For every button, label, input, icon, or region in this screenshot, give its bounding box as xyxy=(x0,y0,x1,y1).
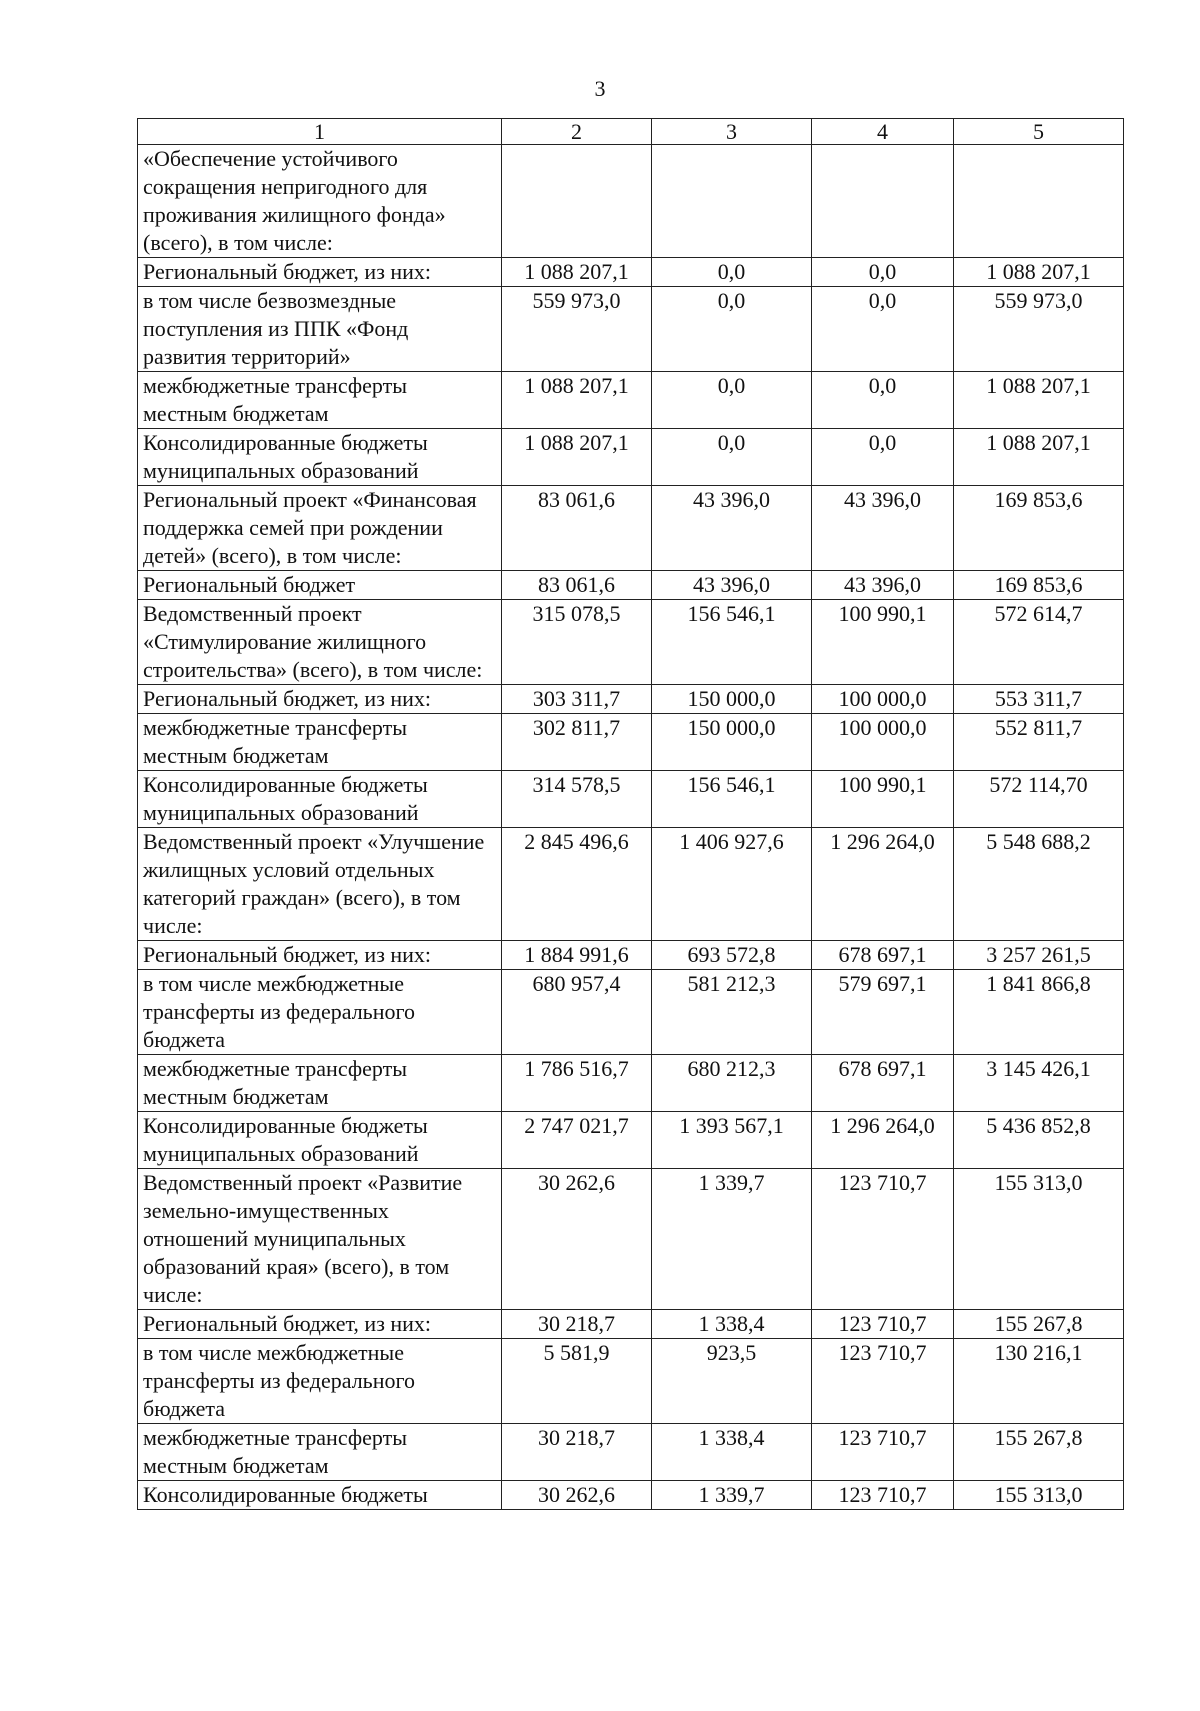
table-row xyxy=(138,372,1124,429)
value-cell-col-2: 83 061,6 xyxy=(502,571,652,600)
value-cell-col-5: 155 267,8 xyxy=(954,1310,1124,1339)
table-row xyxy=(138,685,1124,714)
table-row xyxy=(138,828,1124,941)
table-row xyxy=(138,1339,1124,1424)
value-cell-col-3: 1 393 567,1 xyxy=(652,1112,812,1169)
row-label-cell: в том числе межбюджетные трансферты из федерального бюджета xyxy=(138,1339,502,1424)
value-cell-col-4: 43 396,0 xyxy=(812,571,954,600)
row-label-cell: «Обеспечение устойчивого сокращения непригодного для проживания жилищного фонда» (всего), в том числе: xyxy=(138,145,502,258)
value-cell-col-4: 0,0 xyxy=(812,287,954,372)
value-cell-col-4: 1 296 264,0 xyxy=(812,828,954,941)
value-cell-col-4: 123 710,7 xyxy=(812,1169,954,1310)
table-row xyxy=(138,1169,1124,1310)
row-label-cell: межбюджетные трансферты местным бюджетам xyxy=(138,714,502,771)
table-row xyxy=(138,771,1124,828)
header-row xyxy=(138,119,1124,145)
table-row xyxy=(138,258,1124,287)
value-cell-col-5: 1 841 866,8 xyxy=(954,970,1124,1055)
value-cell-col-5: 1 088 207,1 xyxy=(954,372,1124,429)
column-header-2: 2 xyxy=(502,119,652,145)
column-header-1: 1 xyxy=(138,119,502,145)
value-cell-col-2: 302 811,7 xyxy=(502,714,652,771)
row-label-cell: межбюджетные трансферты местным бюджетам xyxy=(138,372,502,429)
row-label-cell: Региональный бюджет, из них: xyxy=(138,258,502,287)
value-cell-col-2: 5 581,9 xyxy=(502,1339,652,1424)
value-cell-col-5: 572 114,70 xyxy=(954,771,1124,828)
value-cell-col-4: 678 697,1 xyxy=(812,941,954,970)
table-row xyxy=(138,714,1124,771)
value-cell-col-2: 1 884 991,6 xyxy=(502,941,652,970)
row-label-cell: Консолидированные бюджеты муниципальных образований xyxy=(138,1112,502,1169)
table-row xyxy=(138,1310,1124,1339)
value-cell-col-3: 150 000,0 xyxy=(652,714,812,771)
value-cell-col-2: 1 786 516,7 xyxy=(502,1055,652,1112)
value-cell-col-4: 0,0 xyxy=(812,429,954,486)
value-cell-col-2: 30 218,7 xyxy=(502,1310,652,1339)
value-cell-col-3: 1 339,7 xyxy=(652,1169,812,1310)
value-cell-col-3: 1 339,7 xyxy=(652,1481,812,1510)
row-label-cell: Консолидированные бюджеты xyxy=(138,1481,502,1510)
value-cell-col-4: 1 296 264,0 xyxy=(812,1112,954,1169)
table-row xyxy=(138,1424,1124,1481)
table-row xyxy=(138,1055,1124,1112)
value-cell-col-3: 923,5 xyxy=(652,1339,812,1424)
value-cell-col-5: 169 853,6 xyxy=(954,571,1124,600)
value-cell-col-5: 1 088 207,1 xyxy=(954,258,1124,287)
value-cell-col-3: 156 546,1 xyxy=(652,600,812,685)
value-cell-col-3: 693 572,8 xyxy=(652,941,812,970)
row-label-cell: в том числе межбюджетные трансферты из федерального бюджета xyxy=(138,970,502,1055)
table-header xyxy=(138,119,1124,145)
value-cell-col-4 xyxy=(812,145,954,258)
value-cell-col-4: 579 697,1 xyxy=(812,970,954,1055)
value-cell-col-2: 1 088 207,1 xyxy=(502,429,652,486)
value-cell-col-2: 2 747 021,7 xyxy=(502,1112,652,1169)
value-cell-col-5: 3 257 261,5 xyxy=(954,941,1124,970)
column-header-5: 5 xyxy=(954,119,1124,145)
value-cell-col-4: 100 990,1 xyxy=(812,771,954,828)
value-cell-col-3: 0,0 xyxy=(652,258,812,287)
value-cell-col-3: 0,0 xyxy=(652,429,812,486)
row-label-cell: межбюджетные трансферты местным бюджетам xyxy=(138,1055,502,1112)
row-label-cell: Консолидированные бюджеты муниципальных образований xyxy=(138,771,502,828)
table-row xyxy=(138,287,1124,372)
value-cell-col-5: 572 614,7 xyxy=(954,600,1124,685)
value-cell-col-5: 130 216,1 xyxy=(954,1339,1124,1424)
row-label-cell: в том числе безвозмездные поступления из ППК «Фонд развития территорий» xyxy=(138,287,502,372)
row-label-cell: Региональный бюджет, из них: xyxy=(138,941,502,970)
value-cell-col-5: 559 973,0 xyxy=(954,287,1124,372)
value-cell-col-4: 123 710,7 xyxy=(812,1481,954,1510)
value-cell-col-3: 1 406 927,6 xyxy=(652,828,812,941)
value-cell-col-3: 581 212,3 xyxy=(652,970,812,1055)
value-cell-col-5: 3 145 426,1 xyxy=(954,1055,1124,1112)
row-label-cell: Консолидированные бюджеты муниципальных образований xyxy=(138,429,502,486)
row-label-cell: Региональный бюджет xyxy=(138,571,502,600)
value-cell-col-2: 83 061,6 xyxy=(502,486,652,571)
value-cell-col-5: 552 811,7 xyxy=(954,714,1124,771)
value-cell-col-5: 155 267,8 xyxy=(954,1424,1124,1481)
value-cell-col-2: 30 218,7 xyxy=(502,1424,652,1481)
value-cell-col-4: 123 710,7 xyxy=(812,1424,954,1481)
row-label-cell: Региональный бюджет, из них: xyxy=(138,1310,502,1339)
value-cell-col-2: 2 845 496,6 xyxy=(502,828,652,941)
value-cell-col-5: 5 548 688,2 xyxy=(954,828,1124,941)
value-cell-col-2: 30 262,6 xyxy=(502,1481,652,1510)
table-row xyxy=(138,429,1124,486)
value-cell-col-2: 314 578,5 xyxy=(502,771,652,828)
value-cell-col-2: 30 262,6 xyxy=(502,1169,652,1310)
value-cell-col-5: 1 088 207,1 xyxy=(954,429,1124,486)
value-cell-col-3: 156 546,1 xyxy=(652,771,812,828)
value-cell-col-4: 0,0 xyxy=(812,258,954,287)
budget-table xyxy=(137,118,1124,1510)
table-row xyxy=(138,970,1124,1055)
column-header-4: 4 xyxy=(812,119,954,145)
value-cell-col-4: 123 710,7 xyxy=(812,1339,954,1424)
value-cell-col-3: 150 000,0 xyxy=(652,685,812,714)
page-number: 3 xyxy=(594,76,606,101)
value-cell-col-2: 303 311,7 xyxy=(502,685,652,714)
value-cell-col-3: 43 396,0 xyxy=(652,486,812,571)
table-row xyxy=(138,941,1124,970)
row-label-cell: Региональный бюджет, из них: xyxy=(138,685,502,714)
value-cell-col-5: 155 313,0 xyxy=(954,1481,1124,1510)
value-cell-col-3: 1 338,4 xyxy=(652,1310,812,1339)
value-cell-col-3: 1 338,4 xyxy=(652,1424,812,1481)
value-cell-col-3 xyxy=(652,145,812,258)
value-cell-col-2: 1 088 207,1 xyxy=(502,372,652,429)
value-cell-col-4: 100 000,0 xyxy=(812,714,954,771)
value-cell-col-5 xyxy=(954,145,1124,258)
value-cell-col-4: 0,0 xyxy=(812,372,954,429)
row-label-cell: межбюджетные трансферты местным бюджетам xyxy=(138,1424,502,1481)
value-cell-col-3: 0,0 xyxy=(652,287,812,372)
row-label-cell: Ведомственный проект «Улучшение жилищных условий отдельных категорий граждан» (всего), в том числе: xyxy=(138,828,502,941)
value-cell-col-2: 680 957,4 xyxy=(502,970,652,1055)
value-cell-col-4: 43 396,0 xyxy=(812,486,954,571)
row-label-cell: Региональный проект «Финансовая поддержка семей при рождении детей» (всего), в том числе: xyxy=(138,486,502,571)
row-label-cell: Ведомственный проект «Стимулирование жилищного строительства» (всего), в том числе: xyxy=(138,600,502,685)
value-cell-col-5: 155 313,0 xyxy=(954,1169,1124,1310)
table-body xyxy=(138,145,1124,1510)
value-cell-col-4: 123 710,7 xyxy=(812,1310,954,1339)
table-row xyxy=(138,486,1124,571)
row-label-cell: Ведомственный проект «Развитие земельно-имущественных отношений муниципальных образований края» (всего), в том числе: xyxy=(138,1169,502,1310)
table-row xyxy=(138,145,1124,258)
column-header-3: 3 xyxy=(652,119,812,145)
value-cell-col-3: 680 212,3 xyxy=(652,1055,812,1112)
value-cell-col-2: 315 078,5 xyxy=(502,600,652,685)
table-row xyxy=(138,600,1124,685)
value-cell-col-5: 553 311,7 xyxy=(954,685,1124,714)
table-row xyxy=(138,571,1124,600)
value-cell-col-2: 559 973,0 xyxy=(502,287,652,372)
value-cell-col-4: 100 000,0 xyxy=(812,685,954,714)
value-cell-col-4: 678 697,1 xyxy=(812,1055,954,1112)
table-row xyxy=(138,1481,1124,1510)
value-cell-col-5: 169 853,6 xyxy=(954,486,1124,571)
value-cell-col-3: 0,0 xyxy=(652,372,812,429)
value-cell-col-5: 5 436 852,8 xyxy=(954,1112,1124,1169)
table-row xyxy=(138,1112,1124,1169)
value-cell-col-2 xyxy=(502,145,652,258)
value-cell-col-3: 43 396,0 xyxy=(652,571,812,600)
value-cell-col-4: 100 990,1 xyxy=(812,600,954,685)
value-cell-col-2: 1 088 207,1 xyxy=(502,258,652,287)
